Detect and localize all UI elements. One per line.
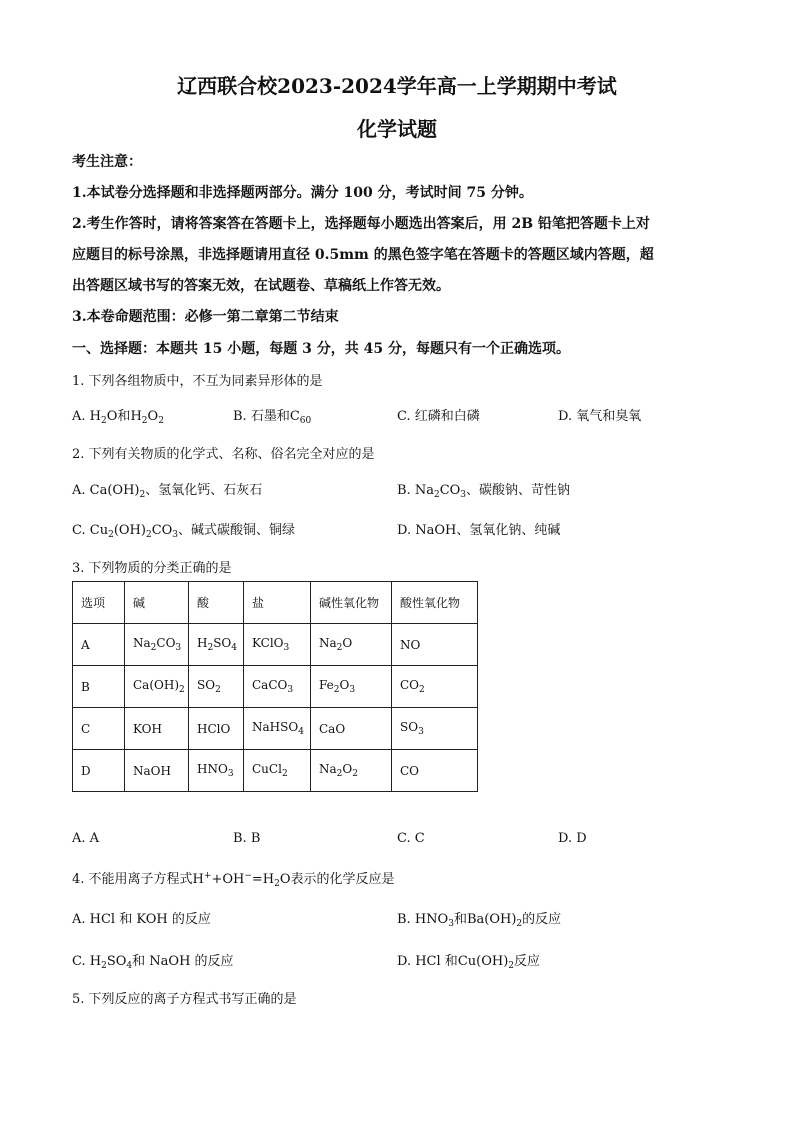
question-2-option-b[interactable]: B. $Na_2CO_3$、碳酸钠、苛性钠 — [397, 483, 571, 500]
question-3-option-c[interactable]: C. C — [397, 831, 425, 846]
table-cell: $Na_2O_2$ — [311, 750, 392, 792]
notice-line-2c: 出答题区域书写的答案无效，在试题卷、草稿纸上作答无效。 — [72, 278, 450, 294]
table-row — [73, 708, 478, 750]
table-cell: CaCO$_3$ — [244, 666, 311, 708]
table-header-row — [73, 582, 478, 624]
table-cell: KOH — [125, 708, 189, 750]
table-header: 碱 — [125, 582, 189, 624]
table-cell: $SO_2$ — [189, 666, 244, 708]
question-3-option-a[interactable]: A. A — [72, 831, 100, 846]
table-header: 盐 — [244, 582, 311, 624]
question-4-option-a[interactable]: A. HCl 和 KOH 的反应 — [72, 912, 211, 927]
question-1-option-b[interactable]: B. 石墨和$C_{60}$ — [233, 409, 312, 426]
table-cell: CaO — [311, 708, 392, 750]
question-1-stem: 1. 下列各组物质中，不互为同素异形体的是 — [72, 374, 323, 389]
table-header: 碱性氧化物 — [311, 582, 392, 624]
table-cell: HClO — [189, 708, 244, 750]
table-cell: $HNO_3$ — [189, 750, 244, 792]
question-2-option-a[interactable]: A. $Ca(OH)_2$、氢氧化钙、石灰石 — [72, 483, 263, 500]
table-cell: NO — [392, 624, 478, 666]
notice-line-1: 1.本试卷分选择题和非选择题两部分。满分 100 分，考试时间 75 分钟。 — [72, 185, 533, 201]
question-3-stem: 3. 下列物质的分类正确的是 — [72, 561, 232, 576]
question-4-option-d[interactable]: D. HCl 和$Cu(OH)_2$反应 — [397, 954, 541, 971]
table-cell: B — [73, 666, 125, 708]
question-4-option-c[interactable]: C. $H_2SO_4$和 NaOH 的反应 — [72, 954, 234, 971]
notice-line-2b: 应题目的标号涂黑，非选择题请用直径 0.5mm 的黑色签字笔在答题卡的答题区域内答题，超 — [72, 247, 654, 263]
question-5-stem: 5. 下列反应的离子方程式书写正确的是 — [72, 992, 297, 1007]
question-1-option-d[interactable]: D. 氧气和臭氧 — [558, 409, 642, 424]
question-3-option-d[interactable]: D. D — [558, 831, 587, 846]
question-1-option-a[interactable]: A. $H_2O$和$H_2O_2$ — [72, 409, 164, 426]
exam-title: 辽西联合校2023-2024学年高一上学期期中考试 — [177, 74, 617, 98]
question-1-option-c[interactable]: C. 红磷和白磷 — [397, 409, 480, 424]
question-3-option-b[interactable]: B. B — [233, 831, 261, 846]
table-cell: CO — [392, 750, 478, 792]
table-header: 酸性氧化物 — [392, 582, 478, 624]
notice-line-3: 3.本卷命题范围：必修一第二章第二节结束 — [72, 309, 339, 325]
exam-subtitle: 化学试题 — [357, 117, 437, 141]
table-row — [73, 750, 478, 792]
table-cell: C — [73, 708, 125, 750]
question-2-stem: 2. 下列有关物质的化学式、名称、俗名完全对应的是 — [72, 447, 375, 462]
table-cell: CuCl$_2$ — [244, 750, 311, 792]
question-2-option-c[interactable]: C. $Cu_2(OH)_2CO_3$、碱式碳酸铜、铜绿 — [72, 523, 296, 540]
table-cell: KClO$_3$ — [244, 624, 311, 666]
table-header: 酸 — [189, 582, 244, 624]
table-cell: $SO_3$ — [392, 708, 478, 750]
notice-line-2a: 2.考生作答时，请将答案答在答题卡上，选择题每小题选出答案后，用 2B 铅笔把答题卡上对 — [72, 216, 650, 232]
section-1-heading: 一、选择题：本题共 15 小题，每题 3 分，共 45 分，每题只有一个正确选项。 — [72, 341, 570, 357]
question-2-option-d[interactable]: D. NaOH、氢氧化钠、纯碱 — [397, 523, 561, 538]
table-cell: $Fe_2O_3$ — [311, 666, 392, 708]
table-cell: $Na_2CO_3$ — [125, 624, 189, 666]
question-4-option-b[interactable]: B. $HNO_3$和$Ba(OH)_2$的反应 — [397, 912, 562, 929]
table-cell: NaHSO$_4$ — [244, 708, 311, 750]
table-row — [73, 666, 478, 708]
classification-table — [72, 581, 478, 792]
table-cell: NaOH — [125, 750, 189, 792]
table-cell: $Na_2O$ — [311, 624, 392, 666]
table-cell: $H_2SO_4$ — [189, 624, 244, 666]
table-header: 选项 — [73, 582, 125, 624]
table-cell: A — [73, 624, 125, 666]
table-cell: $CO_2$ — [392, 666, 478, 708]
table-cell: $Ca(OH)_2$ — [125, 666, 189, 708]
table-row — [73, 624, 478, 666]
question-4-stem: 4. 不能用离子方程式$H^++OH^-=H_2O$表示的化学反应是 — [72, 871, 395, 889]
notice-heading: 考生注意： — [72, 154, 142, 170]
table-cell: D — [73, 750, 125, 792]
